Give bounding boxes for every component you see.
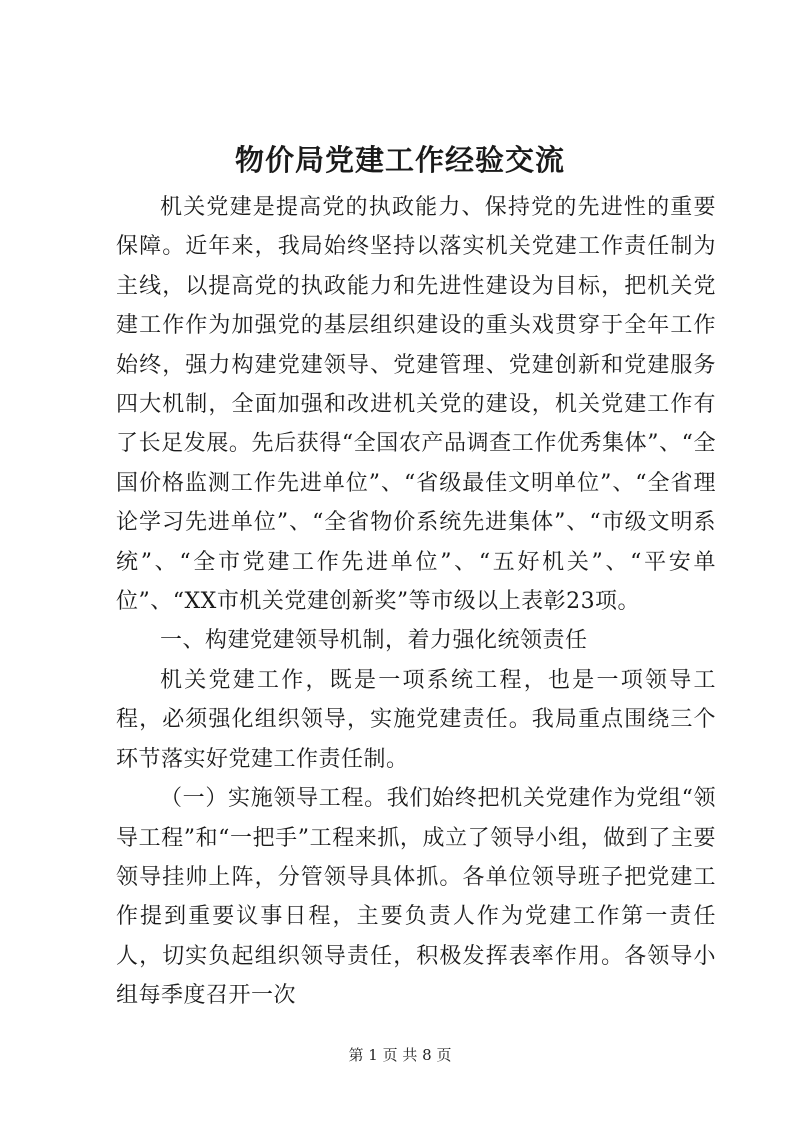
page-footer: 第 1 页 共 8 页 [348,1046,452,1064]
section-heading: 一、构建党建领导机制，着力强化统领责任 [160,628,588,654]
intro-paragraph: 机关党建是提高党的执政能力、保持党的先进性的重要保障。近年来，我局始终坚持以落实机关党建工作责任制为主线，以提高党的执政能力和先进性建设为目标，把机关党建工作作为加强党的基层组织建设的重头戏贯穿于全年工作始终，强力构建党建领导、党建管理、党建创新和党建服务四大机制，全面加强和改进机关党的建设，机关党建工作有了长足发展。先后获得“全国农产品调查工作优秀集体”、“全国价格监测工作先进单位”、“省级最佳文明单位”、“全省理论学习先进单位”、“全省物价系统先进集体”、“市级文明系统”、“全市党建工作先进单位”、“五好机关”、“平安单位”、“XX市机关党建创新奖”等市级以上表彰23项。 [116,195,716,615]
document-body [116,188,716,1016]
section-paragraph: 机关党建工作，既是一项系统工程，也是一项领导工程，必须强化组织领导，实施党建责任。我局重点围绕三个环节落实好党建工作责任制。 [116,667,716,772]
subsection-paragraph: （一）实施领导工程。我们始终把机关党建作为党组“领导工程”和“一把手”工程来抓，成立了领导小组，做到了主要领导挂帅上阵，分管领导具体抓。各单位领导班子把党建工作提到重要议事日程，主要负责人作为党建工作第一责任人，切实负起组织领导责任，积极发挥表率作用。各领导小组每季度召开一次 [116,786,716,1009]
document-title: 物价局党建工作经验交流 [234,143,565,177]
